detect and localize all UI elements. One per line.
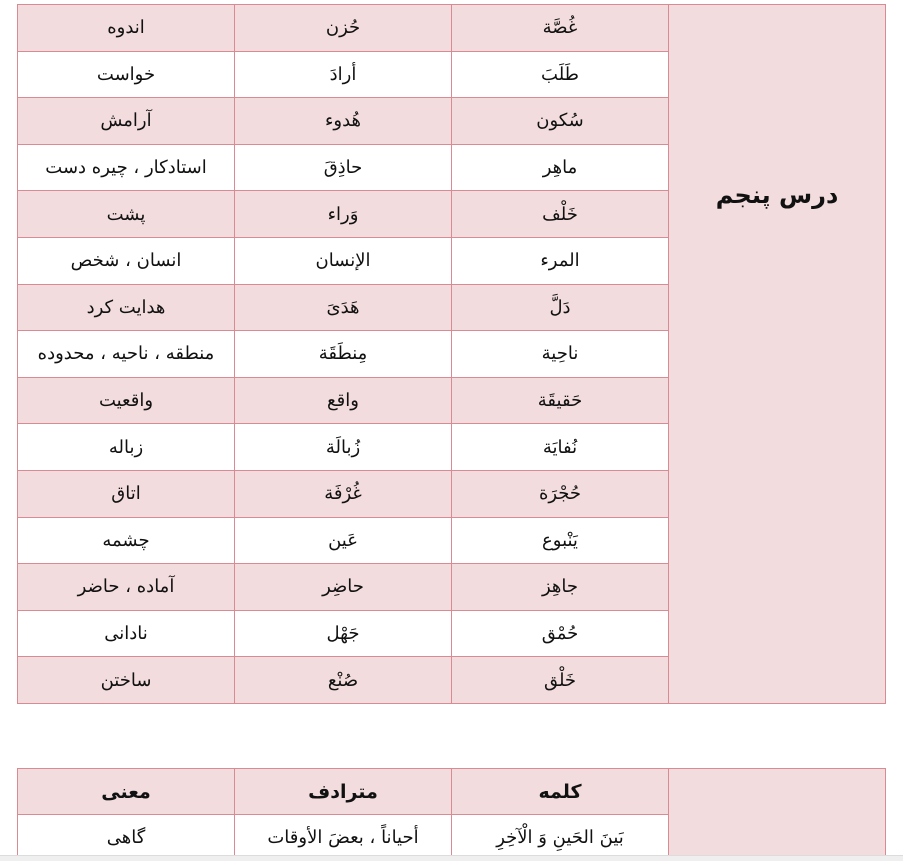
vocabulary-table-next bbox=[17, 768, 886, 861]
synonym-cell: هَدَىَ bbox=[235, 284, 452, 331]
synonym-cell: حاذِقَ bbox=[235, 144, 452, 191]
synonym-cell: زُبالَة bbox=[235, 424, 452, 471]
word-cell: ناحِية bbox=[452, 331, 669, 378]
word-cell: ماهِر bbox=[452, 144, 669, 191]
synonym-cell: واقع bbox=[235, 377, 452, 424]
meaning-cell: منطقه ، ناحیه ، محدوده bbox=[18, 331, 235, 378]
meaning-cell: آرامش bbox=[18, 98, 235, 145]
table-row bbox=[18, 5, 886, 52]
meaning-cell: زباله bbox=[18, 424, 235, 471]
word-cell: خَلْف bbox=[452, 191, 669, 238]
meaning-cell: آماده ، حاضر bbox=[18, 564, 235, 611]
meaning-cell: انسان ، شخص bbox=[18, 237, 235, 284]
synonym-cell: عَين bbox=[235, 517, 452, 564]
word-cell: غُصَّة bbox=[452, 5, 669, 52]
word-cell: يَنْبوع bbox=[452, 517, 669, 564]
synonym-cell: هُدوء bbox=[235, 98, 452, 145]
meaning-cell: نادانی bbox=[18, 610, 235, 657]
synonym-cell: الإنسان bbox=[235, 237, 452, 284]
header-row bbox=[18, 769, 886, 815]
word-cell: المرء bbox=[452, 237, 669, 284]
synonym-cell: غُرْفَة bbox=[235, 470, 452, 517]
meaning-cell: گاهی bbox=[18, 815, 235, 861]
word-cell: نُفايَة bbox=[452, 424, 669, 471]
synonym-cell: جَهْل bbox=[235, 610, 452, 657]
lesson-label-cell bbox=[669, 769, 886, 861]
synonym-cell: أحياناً ، بعضَ الأوقات bbox=[235, 815, 452, 861]
synonym-cell: أرادَ bbox=[235, 51, 452, 98]
meaning-cell: خواست bbox=[18, 51, 235, 98]
meaning-cell: اتاق bbox=[18, 470, 235, 517]
header-word: کلمه bbox=[452, 769, 669, 815]
vocabulary-table-lesson-5 bbox=[17, 4, 886, 704]
word-cell: سُكون bbox=[452, 98, 669, 145]
word-cell: بَينَ الحَينِ وَ الْآخِرِ bbox=[452, 815, 669, 861]
synonym-cell: وَراء bbox=[235, 191, 452, 238]
word-cell: جاهِز bbox=[452, 564, 669, 611]
word-cell: خَلْق bbox=[452, 657, 669, 704]
word-cell: حُجْرَة bbox=[452, 470, 669, 517]
word-cell: حَقيقَة bbox=[452, 377, 669, 424]
meaning-cell: استادکار ، چیره دست bbox=[18, 144, 235, 191]
meaning-cell: ساختن bbox=[18, 657, 235, 704]
meaning-cell: پشت bbox=[18, 191, 235, 238]
meaning-cell: چشمه bbox=[18, 517, 235, 564]
meaning-cell: واقعیت bbox=[18, 377, 235, 424]
lesson-label: درس پنجم bbox=[669, 5, 886, 704]
header-meaning: معنی bbox=[18, 769, 235, 815]
word-cell: طَلَبَ bbox=[452, 51, 669, 98]
meaning-cell: اندوه bbox=[18, 5, 235, 52]
word-cell: دَلَّ bbox=[452, 284, 669, 331]
word-cell: حُمْق bbox=[452, 610, 669, 657]
page-bottom-edge bbox=[0, 855, 903, 861]
synonym-cell: حاضِر bbox=[235, 564, 452, 611]
header-synonym: مترادف bbox=[235, 769, 452, 815]
synonym-cell: صُنْع bbox=[235, 657, 452, 704]
synonym-cell: مِنطَقَة bbox=[235, 331, 452, 378]
synonym-cell: حُزن bbox=[235, 5, 452, 52]
meaning-cell: هدایت کرد bbox=[18, 284, 235, 331]
